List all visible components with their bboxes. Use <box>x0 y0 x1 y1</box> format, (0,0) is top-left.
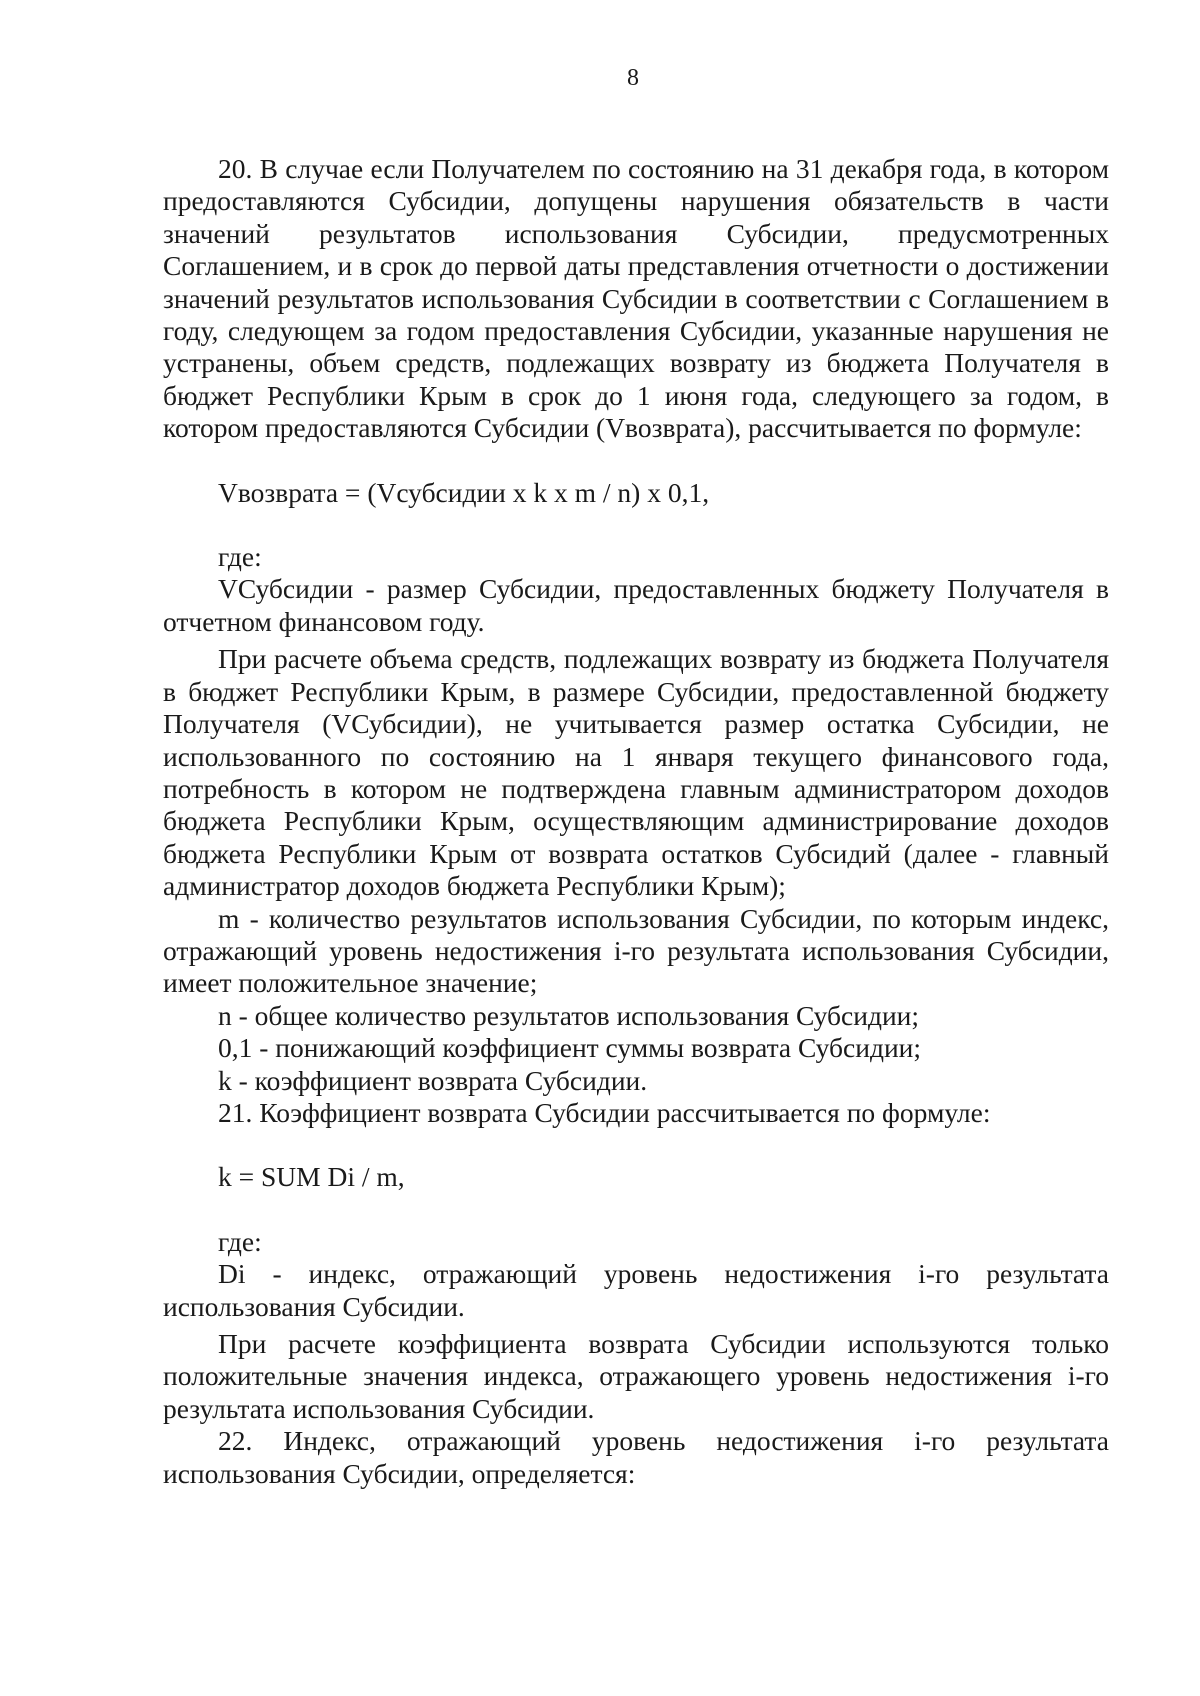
vsubsidy-definition: VСубсидии - размер Субсидии, предоставленных бюджету Получателя в отчетном финансовом году. <box>163 573 1109 637</box>
n-definition: n - общее количество результатов использования Субсидии; <box>218 999 920 1031</box>
di-definition: Di - индекс, отражающий уровень недостижения i-го результата использования Субсидии. <box>163 1258 1109 1322</box>
paragraph-22: 22. Индекс, отражающий уровень недостижения i-го результата использования Субсидии, определяется: <box>163 1425 1109 1489</box>
document-body <box>163 153 1109 1490</box>
k-definition: k - коэффициент возврата Субсидии. <box>218 1064 648 1096</box>
coefficient-definition: 0,1 - понижающий коэффициент суммы возврата Субсидии; <box>218 1032 922 1064</box>
m-definition: m - количество результатов использования Субсидии, по которым индекс, отражающий уровень недостижения i-го результата использования Субсидии, имеет положительное значение; <box>163 902 1109 999</box>
formula-return-coefficient: k = SUM Di / m, <box>218 1161 405 1193</box>
positive-values-note: При расчете коэффициента возврата Субсидии используются только положительные значения индекса, отражающего уровень недостижения i-го результата использования Субсидии. <box>163 1328 1109 1424</box>
where-label-2: где: <box>218 1225 262 1257</box>
paragraph-21: 21. Коэффициент возврата Субсидии рассчитывается по формуле: <box>218 1096 991 1128</box>
page-number: 8 <box>627 65 639 91</box>
paragraph-20: 20. В случае если Получателем по состоянию на 31 декабря года, в котором предоставляются Субсидии, допущены нарушения обязательств в части значений результатов использования Субсидии, предусмотренных Соглашением, и в срок до первой даты представления отчетности о достижении значений результатов использования Субсидии в соответствии с Соглашением в году, следующем за годом предоставления Субсидии, указанные нарушения не устранены, объем средств, подлежащих возврату из бюджета Получателя в бюджет Республики Крым в срок до 1 июня года, следующего за годом, в котором предоставляются Субсидии (Vвозврата), рассчитывается по формуле: <box>163 153 1109 444</box>
formula-return-volume: Vвозврата = (Vсубсидии х k х m / n) х 0,1, <box>218 476 710 508</box>
calculation-note: При расчете объема средств, подлежащих возврату из бюджета Получателя в бюджет Республики Крым, в размере Субсидии, предоставленной бюджету Получателя (VСубсидии), не учитывается размер остатка Субсидии, не использованного по состоянию на 1 января текущего финансового года, потребность в котором не подтверждена главным администратором доходов бюджета Республики Крым, осуществляющим администрирование доходов бюджета Республики Крым от возврата остатков Субсидий (далее - главный администратор доходов бюджета Республики Крым); <box>163 643 1109 902</box>
where-label-1: где: <box>218 541 262 573</box>
